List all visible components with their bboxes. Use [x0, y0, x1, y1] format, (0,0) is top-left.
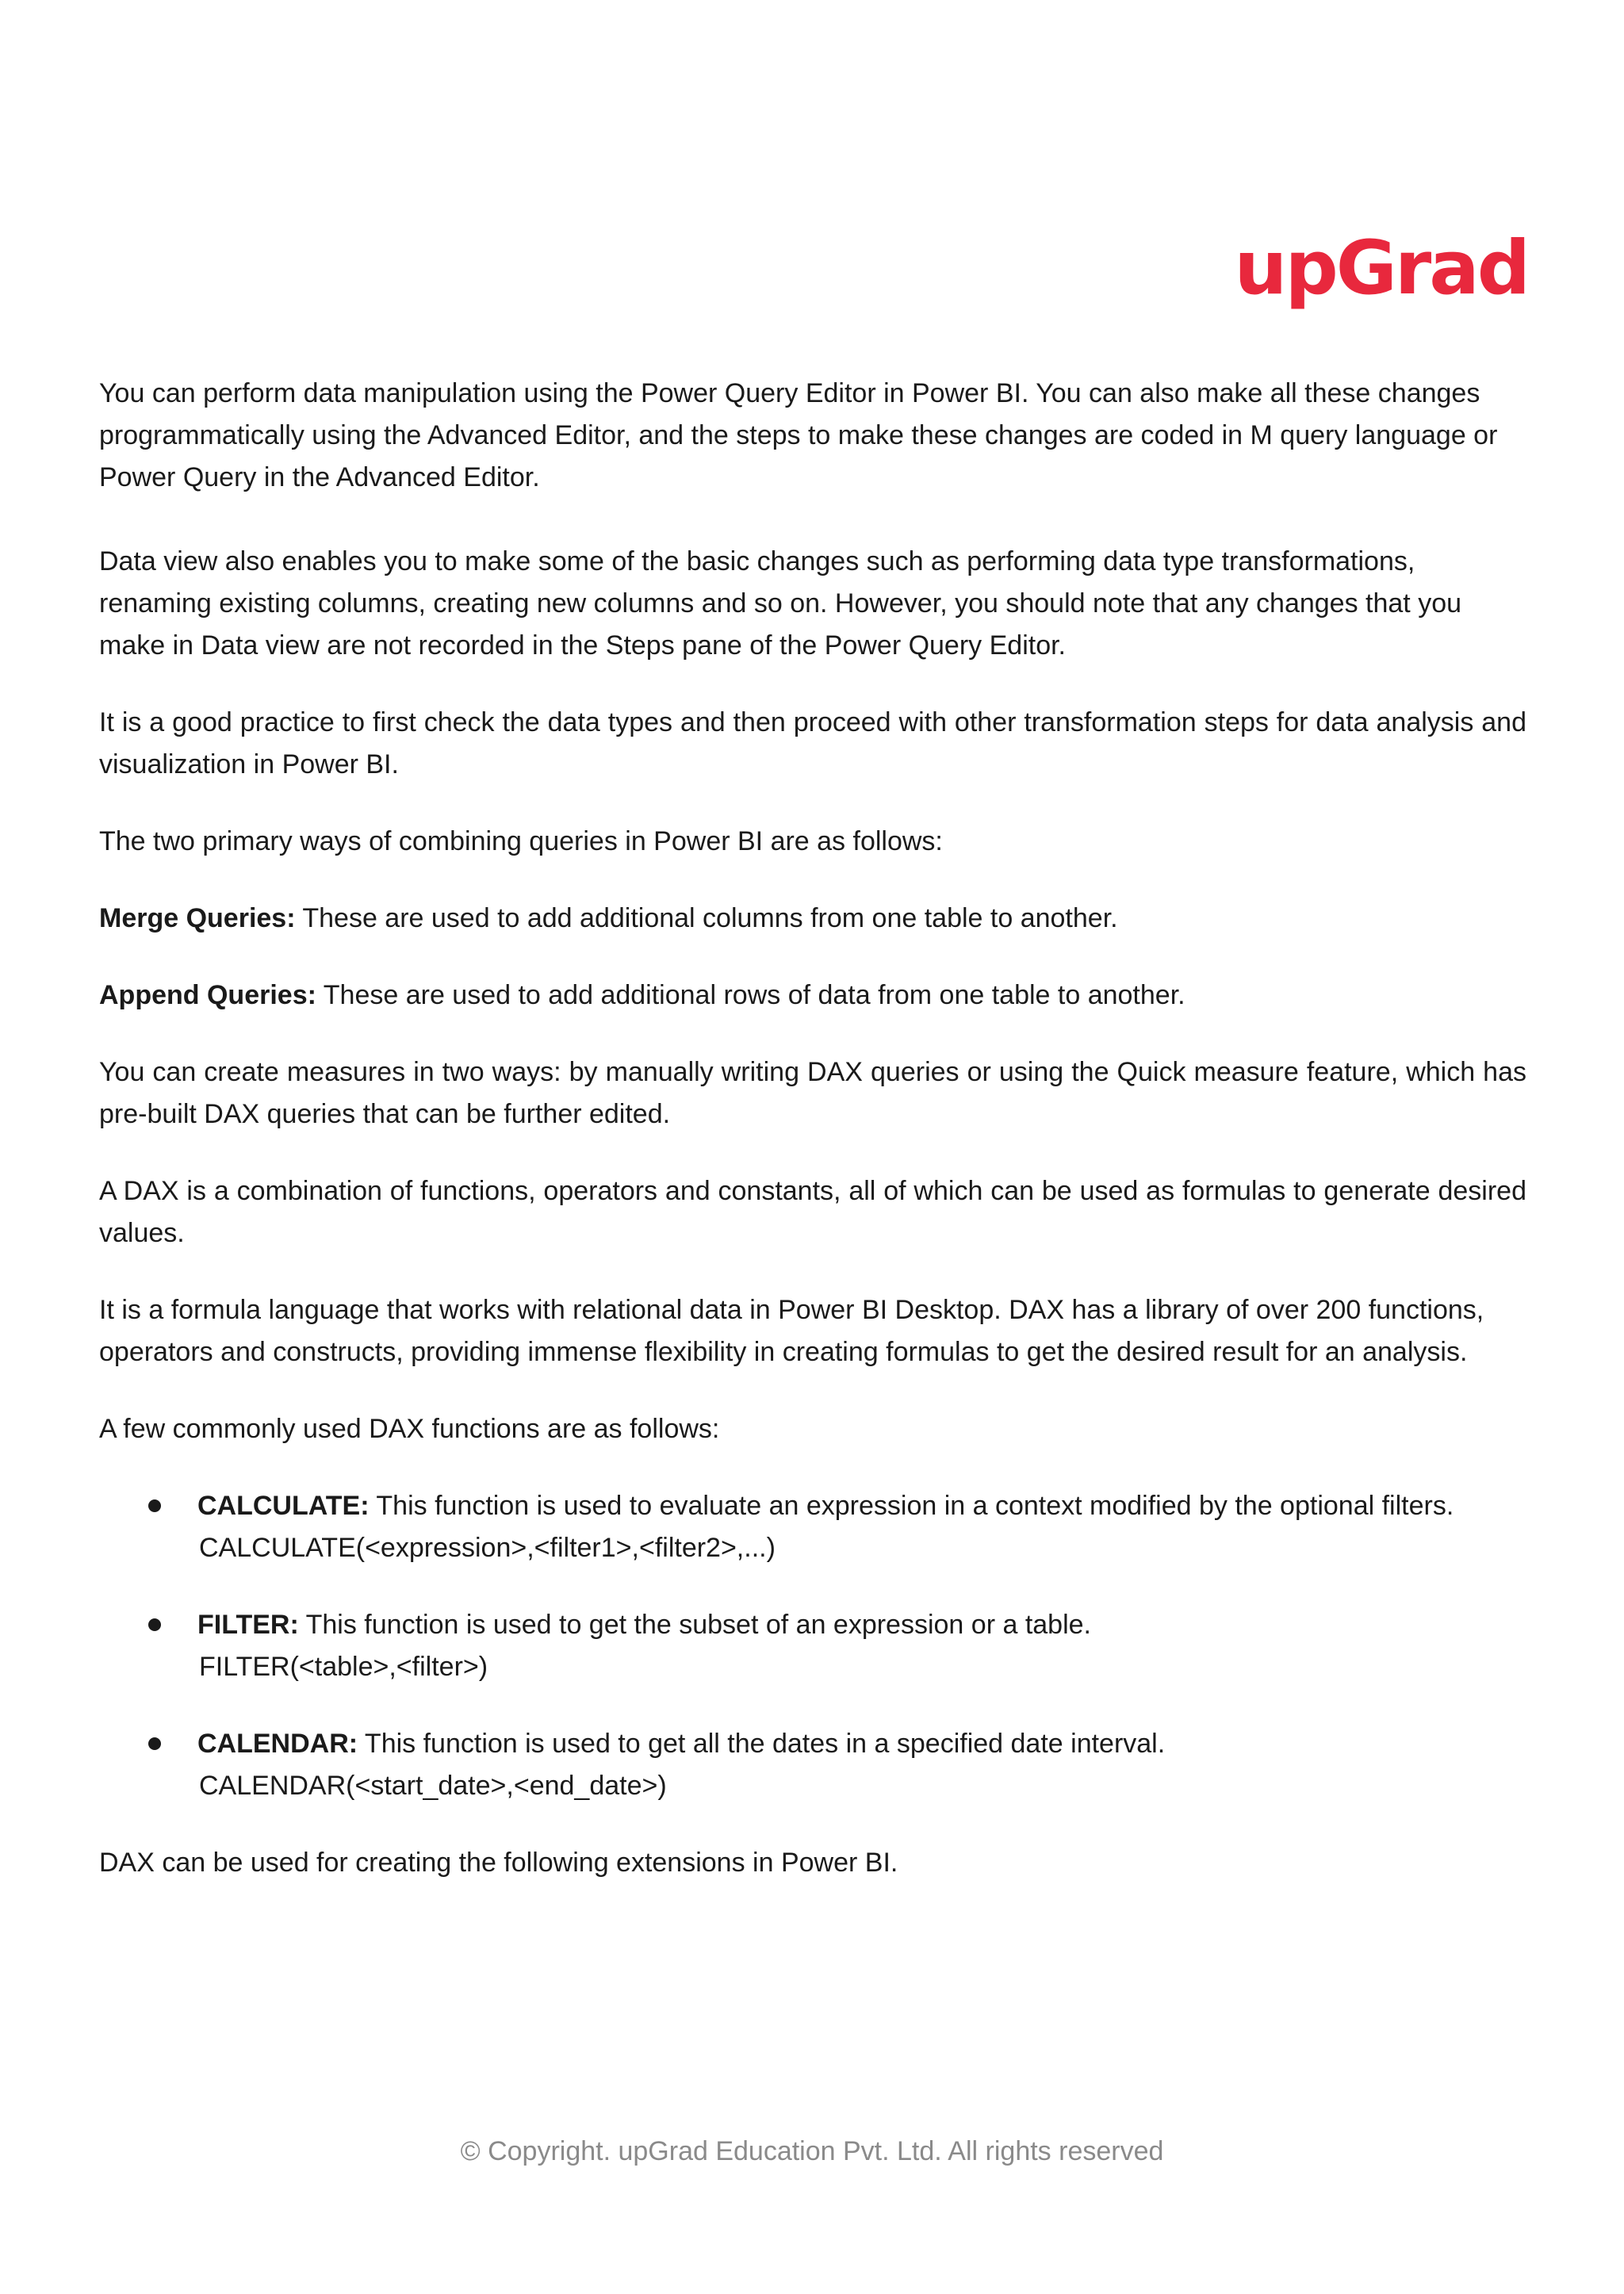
function-name: CALCULATE:	[197, 1491, 370, 1521]
list-item-calendar	[99, 1723, 1526, 1807]
dax-function-list	[99, 1485, 1526, 1807]
append-queries-definition	[99, 975, 1526, 1017]
merge-queries-description: These are used to add additional columns from one table to another.	[295, 903, 1118, 933]
document-body	[99, 373, 1526, 1884]
paragraph-power-query-editor: You can perform data manipulation using the Power Query Editor in Power BI. You can also make all these changes programmatically using the Advanced Editor, and the steps to make these changes are coded in M query language or Power Query in the Advanced Editor.	[99, 378, 1498, 492]
list-item-calculate	[99, 1485, 1526, 1569]
append-queries-term: Append Queries:	[99, 980, 316, 1010]
copyright-footer: © Copyright. upGrad Education Pvt. Ltd. All rights reserved	[460, 2136, 1164, 2166]
append-queries-description: These are used to add additional rows of data from one table to another.	[316, 980, 1185, 1010]
paragraph-data-view: Data view also enables you to make some of the basic changes such as performing data type transformations, renaming existing columns, creating new columns and so on. However, you should note that any changes that you make in Data view are not recorded in the Steps pane of the Power Query Editor.	[99, 546, 1462, 661]
function-description: This function is used to evaluate an expression in a context modified by the optional filters.	[369, 1491, 1454, 1521]
bullet-icon	[148, 1499, 161, 1512]
list-item-filter	[99, 1604, 1526, 1688]
merge-queries-definition	[99, 898, 1526, 940]
paragraph-dax-definition: A DAX is a combination of functions, operators and constants, all of which can be used as formulas to generate desired values.	[99, 1176, 1526, 1248]
function-syntax: CALCULATE(<expression>,<filter1>,<filter2>,...)	[199, 1533, 776, 1563]
merge-queries-term: Merge Queries:	[99, 903, 296, 933]
upgrad-logo: upGrad	[1234, 225, 1528, 312]
function-syntax: CALENDAR(<start_date>,<end_date>)	[199, 1771, 667, 1801]
paragraph-dax-extensions: DAX can be used for creating the following extensions in Power BI.	[99, 1848, 898, 1878]
function-description: This function is used to get all the dates in a specified date interval.	[358, 1729, 1166, 1759]
paragraph-formula-language: It is a formula language that works with relational data in Power BI Desktop. DAX has a library of over 200 functions, operators and constructs, providing immense flexibility in creating formulas to get the desired result for an analysis.	[99, 1295, 1484, 1367]
bullet-icon	[148, 1618, 161, 1631]
function-description: This function is used to get the subset of an expression or a table.	[298, 1610, 1091, 1640]
paragraph-common-functions: A few commonly used DAX functions are as follows:	[99, 1414, 720, 1444]
function-name: CALENDAR:	[197, 1729, 358, 1759]
function-name: FILTER:	[197, 1610, 299, 1640]
paragraph-measures: You can create measures in two ways: by manually writing DAX queries or using the Quick measure feature, which has pre-built DAX queries that can be further edited.	[99, 1057, 1526, 1129]
paragraph-combining-queries: The two primary ways of combining queries in Power BI are as follows:	[99, 826, 943, 856]
bullet-icon	[148, 1737, 161, 1750]
paragraph-good-practice: It is a good practice to first check the data types and then proceed with other transformation steps for data analysis and visualization in Power BI.	[99, 707, 1526, 779]
function-syntax: FILTER(<table>,<filter>)	[199, 1652, 488, 1682]
